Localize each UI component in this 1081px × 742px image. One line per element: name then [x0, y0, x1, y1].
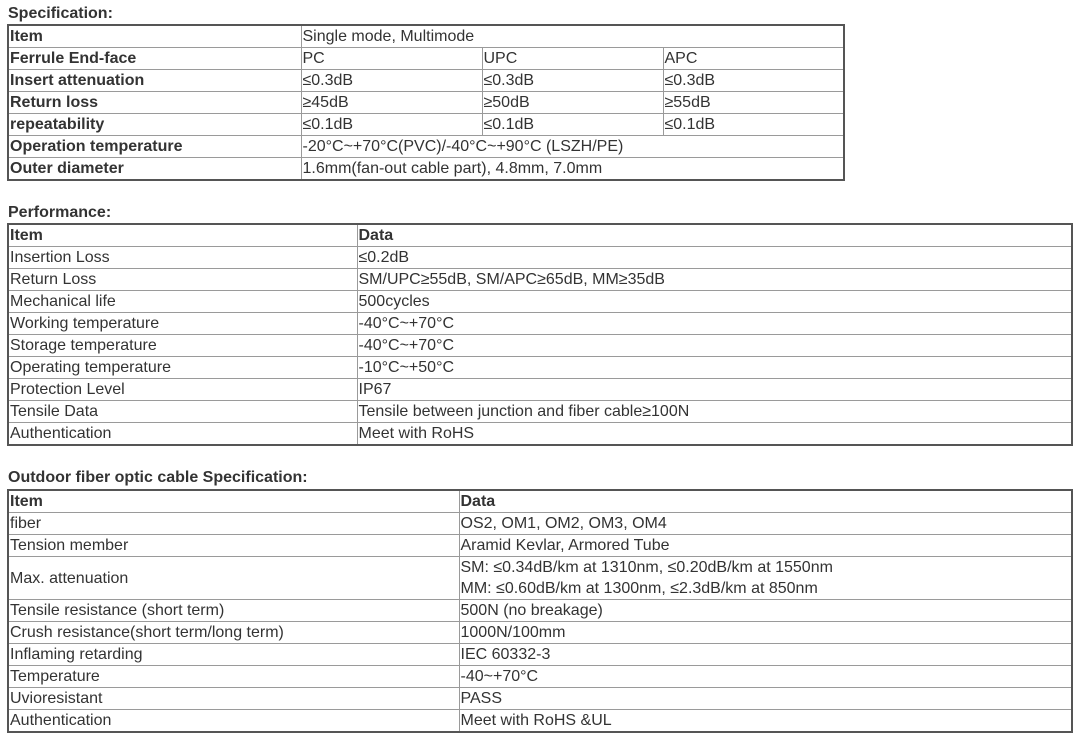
perf-item: Insertion Loss	[8, 247, 357, 269]
spec-cell-pc: ≤0.1dB	[301, 114, 482, 136]
perf-item: Authentication	[8, 423, 357, 446]
table-row	[8, 114, 844, 136]
spec-value: 1.6mm(fan-out cable part), 4.8mm, 7.0mm	[301, 158, 844, 181]
outdoor-item: Temperature	[8, 666, 459, 688]
table-row	[8, 557, 1072, 600]
spec-cell-upc: ≥50dB	[482, 92, 663, 114]
table-row	[8, 247, 1072, 269]
spec-cell-pc: PC	[301, 48, 482, 70]
outdoor-item: Authentication	[8, 710, 459, 733]
outdoor-data: 1000N/100mm	[459, 622, 1072, 644]
spec-label: Return loss	[8, 92, 301, 114]
perf-item: Return Loss	[8, 269, 357, 291]
outdoor-data	[459, 557, 1072, 600]
perf-data: IP67	[357, 379, 1072, 401]
spec-label: Operation temperature	[8, 136, 301, 158]
table-row	[8, 136, 844, 158]
perf-item: Working temperature	[8, 313, 357, 335]
outdoor-data: 500N (no breakage)	[459, 600, 1072, 622]
outdoor-data: PASS	[459, 688, 1072, 710]
table-row	[8, 92, 844, 114]
perf-data: Tensile between junction and fiber cable≥100N	[357, 401, 1072, 423]
attenuation-sm-line: SM: ≤0.34dB/km at 1310nm, ≤0.20dB/km at 1550nm	[460, 559, 833, 576]
table-row	[8, 666, 1072, 688]
outdoor-data: Meet with RoHS &UL	[459, 710, 1072, 733]
table-row	[8, 313, 1072, 335]
outdoor-item: Inflaming retarding	[8, 644, 459, 666]
outdoor-data: -40~+70°C	[459, 666, 1072, 688]
column-header-item: Item	[8, 224, 357, 247]
perf-data: Meet with RoHS	[357, 423, 1072, 446]
spec-cell-pc: ≤0.3dB	[301, 70, 482, 92]
specification-table	[7, 24, 845, 181]
outdoor-item: Uvioresistant	[8, 688, 459, 710]
table-header-row	[8, 224, 1072, 247]
specification-title: Specification:	[8, 5, 113, 22]
column-header-data: Data	[357, 224, 1072, 247]
table-row	[8, 70, 844, 92]
outdoor-item: Tension member	[8, 535, 459, 557]
table-header-row	[8, 490, 1072, 513]
outdoor-cable-title: Outdoor fiber optic cable Specification:	[8, 469, 308, 486]
perf-data: -40°C~+70°C	[357, 313, 1072, 335]
table-row	[8, 423, 1072, 446]
spec-cell-apc: ≤0.1dB	[663, 114, 844, 136]
spec-label: Ferrule End-face	[8, 48, 301, 70]
spec-cell-apc: ≥55dB	[663, 92, 844, 114]
outdoor-data: IEC 60332-3	[459, 644, 1072, 666]
spec-value: Single mode, Multimode	[301, 25, 844, 48]
outdoor-data: Aramid Kevlar, Armored Tube	[459, 535, 1072, 557]
spec-cell-apc: ≤0.3dB	[663, 70, 844, 92]
performance-table	[7, 223, 1073, 446]
perf-item: Mechanical life	[8, 291, 357, 313]
perf-item: Operating temperature	[8, 357, 357, 379]
perf-item: Tensile Data	[8, 401, 357, 423]
table-row	[8, 379, 1072, 401]
perf-item: Protection Level	[8, 379, 357, 401]
table-row	[8, 158, 844, 181]
outdoor-cable-table	[7, 489, 1073, 733]
spec-cell-pc: ≥45dB	[301, 92, 482, 114]
table-row	[8, 513, 1072, 535]
spec-label: Insert attenuation	[8, 70, 301, 92]
spec-cell-apc: APC	[663, 48, 844, 70]
spec-cell-upc: ≤0.1dB	[482, 114, 663, 136]
spec-value: -20°C~+70°C(PVC)/-40°C~+90°C (LSZH/PE)	[301, 136, 844, 158]
table-row	[8, 644, 1072, 666]
perf-data: -10°C~+50°C	[357, 357, 1072, 379]
table-row	[8, 269, 1072, 291]
outdoor-item: Tensile resistance (short term)	[8, 600, 459, 622]
spec-label: repeatability	[8, 114, 301, 136]
table-row	[8, 25, 844, 48]
table-row	[8, 535, 1072, 557]
perf-data: 500cycles	[357, 291, 1072, 313]
column-header-data: Data	[459, 490, 1072, 513]
table-row	[8, 357, 1072, 379]
attenuation-mm-line: MM: ≤0.60dB/km at 1300nm, ≤2.3dB/km at 850nm	[460, 580, 818, 597]
spec-label: Outer diameter	[8, 158, 301, 181]
spec-label: Item	[8, 25, 301, 48]
table-row	[8, 710, 1072, 733]
outdoor-item: Max. attenuation	[8, 557, 459, 600]
outdoor-data: OS2, OM1, OM2, OM3, OM4	[459, 513, 1072, 535]
outdoor-item: fiber	[8, 513, 459, 535]
perf-item: Storage temperature	[8, 335, 357, 357]
outdoor-item: Crush resistance(short term/long term)	[8, 622, 459, 644]
perf-data: ≤0.2dB	[357, 247, 1072, 269]
spec-cell-upc: ≤0.3dB	[482, 70, 663, 92]
table-row	[8, 688, 1072, 710]
table-row	[8, 48, 844, 70]
table-row	[8, 291, 1072, 313]
column-header-item: Item	[8, 490, 459, 513]
table-row	[8, 401, 1072, 423]
perf-data: -40°C~+70°C	[357, 335, 1072, 357]
spec-cell-upc: UPC	[482, 48, 663, 70]
performance-title: Performance:	[8, 204, 112, 221]
table-row	[8, 600, 1072, 622]
table-row	[8, 622, 1072, 644]
perf-data: SM/UPC≥55dB, SM/APC≥65dB, MM≥35dB	[357, 269, 1072, 291]
table-row	[8, 335, 1072, 357]
